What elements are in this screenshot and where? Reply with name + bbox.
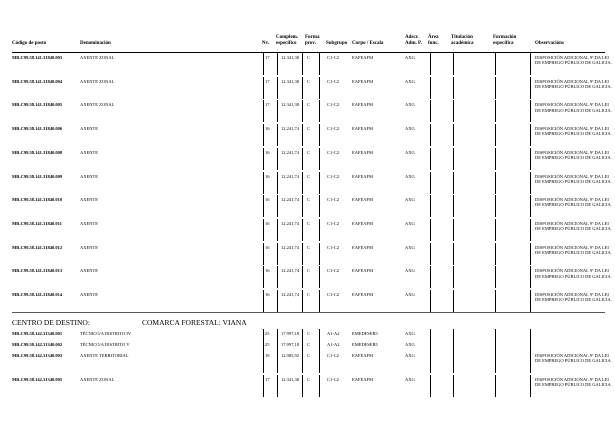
column-rule — [495, 266, 496, 288]
cell-subgrupo: A1-A2 — [327, 342, 340, 347]
column-rule — [430, 243, 431, 265]
column-rule — [319, 243, 320, 265]
cell-observacions: DISPOSICIÓN ADICIONAL 9ª DA LEI DE EMPREGO PÚBLICO DE GALICIA. — [535, 102, 612, 113]
column-rule — [302, 290, 303, 312]
cell-codigo: MR.C99.58.141.31840.005 — [12, 102, 63, 108]
column-rule — [277, 375, 278, 397]
cell-adscr: AXG — [405, 149, 415, 155]
column-rule — [302, 77, 303, 99]
column-rule — [319, 100, 320, 122]
cell-denominacion: AXENTE — [80, 197, 98, 203]
cell-observacions: DISPOSICIÓN ADICIONAL 9ª DA LEI DE EMPREGO PÚBLICO DE GALICIA. — [535, 268, 612, 279]
table-header — [0, 30, 615, 52]
cell-corpo: EAFEAFM — [352, 292, 374, 297]
cell-adscr: AXG — [405, 102, 415, 108]
column-rule — [430, 53, 431, 75]
cell-observacions: DISPOSICIÓN ADICIONAL 9ª DA LEI DE EMPREGO PÚBLICO DE GALICIA. — [535, 353, 612, 364]
header-denominacion: Denominación — [80, 41, 111, 46]
column-rule — [530, 375, 531, 397]
column-rule — [277, 243, 278, 265]
cell-complemento: 12.241,74 — [281, 197, 299, 203]
table-row — [0, 126, 615, 148]
cell-adscr: AXG — [405, 377, 415, 382]
column-rule — [530, 124, 531, 146]
cell-denominacion: AXENTE — [80, 292, 98, 297]
column-rule — [319, 195, 320, 217]
cell-complemento: 12.241,74 — [281, 292, 299, 297]
cell-corpo: EMEDFSEB5 — [352, 342, 378, 347]
column-rule — [302, 219, 303, 241]
cell-subgrupo: C1-C2 — [327, 55, 340, 60]
table-row — [0, 197, 615, 219]
cell-codigo: MR.C99.58.142.31340.002 — [12, 342, 63, 347]
column-rule — [530, 53, 531, 75]
cell-denominacion: AXENTE — [80, 173, 98, 179]
cell-complemento: 12.241,74 — [281, 244, 299, 250]
column-rule — [530, 351, 531, 373]
cell-complemento: 12.241,74 — [281, 149, 299, 155]
column-rule — [495, 53, 496, 75]
table-row — [0, 150, 615, 172]
column-rule — [319, 77, 320, 99]
section-value: COMARCA FORESTAL: VIANA — [142, 318, 247, 327]
header-nivel: Nv. — [262, 41, 270, 46]
cell-forma: C — [307, 244, 311, 250]
cell-codigo: MR.C99.58.141.31840.009 — [12, 173, 63, 179]
column-rule — [430, 100, 431, 122]
cell-nivel: 16 — [265, 220, 270, 226]
cell-adscr: AXG — [405, 126, 415, 132]
cell-complemento: 12.341,38 — [281, 377, 299, 382]
cell-codigo: MR.C99.58.141.31840.004 — [12, 78, 63, 84]
cell-complemento: 12.985,92 — [281, 353, 299, 358]
column-rule — [277, 148, 278, 170]
cell-forma: C — [307, 126, 311, 132]
column-rule — [530, 266, 531, 288]
header-forma-prov: Forma prov. — [305, 35, 320, 46]
column-rule — [302, 266, 303, 288]
cell-adscr: AXG — [405, 78, 415, 84]
cell-forma: C — [307, 220, 311, 226]
column-rule — [453, 351, 454, 373]
column-rule — [453, 266, 454, 288]
cell-complemento: 12.241,74 — [281, 126, 299, 132]
column-rule — [263, 266, 264, 288]
column-rule — [302, 100, 303, 122]
cell-forma: C — [307, 78, 311, 84]
table-row — [0, 79, 615, 101]
cell-corpo: EMEDFSEB5 — [352, 331, 378, 336]
cell-nivel: 16 — [265, 173, 270, 179]
cell-nivel: 17 — [265, 55, 270, 60]
header-divider — [12, 52, 605, 53]
cell-subgrupo: C1-C2 — [327, 292, 340, 297]
column-rule — [495, 100, 496, 122]
column-rule — [302, 375, 303, 397]
column-rule — [495, 77, 496, 99]
cell-complemento: 12.241,74 — [281, 173, 299, 179]
cell-subgrupo: C1-C2 — [327, 244, 340, 250]
cell-denominacion: AXENTE — [80, 244, 98, 250]
cell-codigo: MR.C99.58.142.31340.001 — [12, 331, 63, 336]
column-rule — [302, 351, 303, 373]
column-rule — [495, 375, 496, 397]
section-label: CENTRO DE DESTINO: — [12, 318, 90, 327]
column-rule — [277, 100, 278, 122]
column-rule — [302, 243, 303, 265]
cell-subgrupo: C1-C2 — [327, 353, 340, 358]
column-rule — [453, 243, 454, 265]
cell-adscr: AXG — [405, 220, 415, 226]
column-rule — [263, 148, 264, 170]
table-row — [0, 377, 615, 399]
cell-complemento: 12.241,74 — [281, 220, 299, 226]
table-row — [0, 102, 615, 124]
column-rule — [263, 375, 264, 397]
cell-observacions: DISPOSICIÓN ADICIONAL 9ª DA LEI DE EMPREGO PÚBLICO DE GALICIA. — [535, 55, 612, 66]
cell-corpo: EAFEAFM — [352, 220, 374, 226]
cell-codigo: MR.C99.58.141.31840.011 — [12, 220, 62, 226]
cell-nivel: 17 — [265, 78, 270, 84]
column-rule — [453, 100, 454, 122]
header-titulacion: Titulación académica — [451, 35, 474, 46]
column-rule — [530, 100, 531, 122]
column-rule — [430, 124, 431, 146]
column-rule — [530, 148, 531, 170]
section-divider — [12, 312, 605, 313]
column-rule — [319, 290, 320, 312]
cell-denominacion: AXENTE — [80, 220, 98, 226]
cell-forma: C — [307, 149, 311, 155]
column-rule — [530, 243, 531, 265]
column-rule — [277, 266, 278, 288]
cell-adscr: AXG — [405, 173, 415, 179]
cell-denominacion: AXENTE — [80, 149, 98, 155]
cell-observacions: DISPOSICIÓN ADICIONAL 9ª DA LEI DE EMPREGO PÚBLICO DE GALICIA. — [535, 149, 612, 160]
cell-nivel: 17 — [265, 377, 270, 382]
section-header — [12, 318, 247, 327]
column-rule — [453, 195, 454, 217]
cell-forma: C — [307, 102, 311, 108]
column-rule — [277, 351, 278, 373]
cell-complemento: 12.341,38 — [281, 78, 299, 84]
cell-observacions: DISPOSICIÓN ADICIONAL 9ª DA LEI DE EMPREGO PÚBLICO DE GALICIA. — [535, 173, 612, 184]
column-rule — [277, 219, 278, 241]
cell-nivel: 16 — [265, 244, 270, 250]
cell-nivel: 16 — [265, 149, 270, 155]
cell-complemento: 12.341,38 — [281, 102, 299, 108]
cell-observacions: DISPOSICIÓN ADICIONAL 9ª DA LEI DE EMPREGO PÚBLICO DE GALICIA. — [535, 377, 612, 388]
cell-codigo: MR.C99.58.141.31840.010 — [12, 197, 63, 203]
cell-codigo: MR.C99.58.141.31840.008 — [12, 149, 63, 155]
column-rule — [302, 124, 303, 146]
cell-corpo: EAFEAFM — [352, 244, 374, 250]
table-row — [0, 245, 615, 267]
column-rule — [319, 124, 320, 146]
cell-forma: C — [307, 353, 311, 358]
cell-adscr: AXG — [405, 292, 415, 297]
column-rule — [263, 172, 264, 194]
cell-observacions: DISPOSICIÓN ADICIONAL 9ª DA LEI DE EMPREGO PÚBLICO DE GALICIA. — [535, 292, 612, 303]
table-row — [0, 268, 615, 290]
cell-complemento: 12.241,74 — [281, 268, 299, 274]
header-subgrupo: Subgrupo — [326, 41, 348, 46]
column-rule — [302, 148, 303, 170]
cell-forma: C — [307, 331, 311, 336]
header-corpo: Corpo / Escala — [352, 41, 384, 46]
column-rule — [277, 290, 278, 312]
cell-nivel: 16 — [265, 268, 270, 274]
cell-forma: C — [307, 55, 311, 60]
cell-corpo: EAFEAFM — [352, 377, 374, 382]
cell-subgrupo: C1-C2 — [327, 126, 340, 132]
cell-complemento: 17.997,18 — [281, 331, 299, 336]
header-formacion: Formación específica — [493, 35, 517, 46]
column-rule — [453, 77, 454, 99]
column-rule — [453, 172, 454, 194]
column-rule — [263, 100, 264, 122]
cell-complemento: 17.997,18 — [281, 342, 299, 347]
cell-denominacion: AXENTE TERRITORIAL — [80, 353, 129, 358]
header-adscr: Adscr. Adm. P. — [405, 35, 422, 46]
cell-complemento: 12.341,38 — [281, 55, 299, 60]
cell-adscr: AXG — [405, 55, 415, 60]
column-rule — [530, 172, 531, 194]
cell-codigo: MR.C99.58.141.31840.006 — [12, 126, 63, 132]
column-rule — [530, 195, 531, 217]
cell-adscr: AXG — [405, 331, 415, 336]
header-complemento: Complem. específico — [276, 35, 299, 46]
table-row — [0, 221, 615, 243]
column-rule — [263, 195, 264, 217]
cell-forma: C — [307, 342, 311, 347]
cell-subgrupo: C1-C2 — [327, 197, 340, 203]
cell-adscr: AXG — [405, 197, 415, 203]
cell-denominacion: TÉCNICO/A DISTRITO V — [80, 342, 130, 347]
cell-observacions: DISPOSICIÓN ADICIONAL 9ª DA LEI DE EMPREGO PÚBLICO DE GALICIA. — [535, 126, 612, 137]
column-rule — [430, 77, 431, 99]
column-rule — [277, 195, 278, 217]
cell-corpo: EAFEAFM — [352, 353, 374, 358]
column-rule — [453, 375, 454, 397]
column-rule — [277, 124, 278, 146]
column-rule — [263, 290, 264, 312]
cell-denominacion: AXENTE ZONAL — [80, 377, 115, 382]
cell-denominacion: AXENTE ZONAL — [80, 102, 115, 108]
column-rule — [263, 219, 264, 241]
cell-denominacion: TÉCNICO/A DISTRITO IV — [80, 331, 132, 336]
table-row — [0, 292, 615, 314]
cell-corpo: EAFEAFM — [352, 173, 374, 179]
cell-subgrupo: A1-A2 — [327, 331, 340, 336]
column-rule — [495, 148, 496, 170]
column-rule — [319, 172, 320, 194]
column-rule — [453, 219, 454, 241]
column-rule — [277, 172, 278, 194]
column-rule — [319, 53, 320, 75]
cell-corpo: EAFEAFM — [352, 78, 374, 84]
column-rule — [530, 290, 531, 312]
cell-denominacion: AXENTE ZONAL — [80, 55, 115, 60]
column-rule — [319, 266, 320, 288]
cell-codigo: MR.C99.58.141.31840.014 — [12, 292, 63, 297]
cell-subgrupo: C1-C2 — [327, 102, 340, 108]
column-rule — [453, 124, 454, 146]
cell-denominacion: AXENTE ZONAL — [80, 78, 115, 84]
cell-codigo: MR.C99.58.141.31840.003 — [12, 55, 63, 60]
column-rule — [263, 77, 264, 99]
cell-observacions: DISPOSICIÓN ADICIONAL 9ª DA LEI DE EMPREGO PÚBLICO DE GALICIA. — [535, 197, 612, 208]
cell-nivel: 25 — [265, 331, 270, 336]
cell-adscr: AXG — [405, 353, 415, 358]
column-rule — [302, 53, 303, 75]
cell-corpo: EAFEAFM — [352, 102, 374, 108]
cell-forma: C — [307, 377, 311, 382]
column-rule — [319, 219, 320, 241]
cell-nivel: 17 — [265, 102, 270, 108]
cell-subgrupo: C1-C2 — [327, 268, 340, 274]
column-rule — [430, 148, 431, 170]
column-rule — [302, 172, 303, 194]
cell-subgrupo: C1-C2 — [327, 220, 340, 226]
cell-codigo: MR.C99.58.142.31340.005 — [12, 377, 63, 382]
cell-forma: C — [307, 173, 311, 179]
cell-nivel: 16 — [265, 292, 270, 297]
column-rule — [277, 77, 278, 99]
column-rule — [302, 195, 303, 217]
column-rule — [319, 148, 320, 170]
cell-corpo: EAFEAFM — [352, 149, 374, 155]
cell-nivel: 25 — [265, 342, 270, 347]
column-rule — [319, 351, 320, 373]
column-rule — [430, 290, 431, 312]
cell-codigo: MR.C99.58.141.31840.012 — [12, 244, 63, 250]
column-rule — [495, 351, 496, 373]
cell-subgrupo: C1-C2 — [327, 149, 340, 155]
cell-adscr: AXG — [405, 268, 415, 274]
table-row — [0, 55, 615, 77]
column-rule — [453, 290, 454, 312]
column-rule — [430, 351, 431, 373]
cell-subgrupo: C1-C2 — [327, 173, 340, 179]
cell-nivel: 19 — [265, 353, 270, 358]
header-codigo: Código de posto — [12, 41, 47, 46]
cell-forma: C — [307, 268, 311, 274]
cell-forma: C — [307, 292, 311, 297]
cell-observacions: DISPOSICIÓN ADICIONAL 9ª DA LEI DE EMPREGO PÚBLICO DE GALICIA. — [535, 78, 612, 89]
column-rule — [530, 219, 531, 241]
column-rule — [430, 195, 431, 217]
cell-denominacion: AXENTE — [80, 268, 98, 274]
column-rule — [495, 243, 496, 265]
column-rule — [495, 124, 496, 146]
cell-observacions: DISPOSICIÓN ADICIONAL 9ª DA LEI DE EMPREGO PÚBLICO DE GALICIA. — [535, 220, 612, 232]
column-rule — [495, 290, 496, 312]
cell-denominacion: AXENTE — [80, 126, 98, 132]
cell-corpo: EAFEAFM — [352, 197, 374, 203]
cell-codigo: MR.C99.58.142.31340.003 — [12, 353, 63, 358]
column-rule — [430, 219, 431, 241]
cell-nivel: 16 — [265, 197, 270, 203]
column-rule — [495, 219, 496, 241]
column-rule — [263, 243, 264, 265]
column-rule — [530, 77, 531, 99]
cell-codigo: MR.C99.58.141.31840.013 — [12, 268, 63, 274]
cell-subgrupo: C1-C2 — [327, 377, 340, 382]
column-rule — [430, 375, 431, 397]
column-rule — [430, 172, 431, 194]
cell-corpo: EAFEAFM — [352, 55, 374, 60]
column-rule — [277, 53, 278, 75]
cell-corpo: EAFEAFM — [352, 126, 374, 132]
column-rule — [495, 172, 496, 194]
column-rule — [430, 266, 431, 288]
column-rule — [263, 124, 264, 146]
column-rule — [319, 375, 320, 397]
header-area: Área func. — [428, 35, 439, 46]
cell-adscr: AXG — [405, 244, 415, 250]
header-observacions: Observacións — [535, 41, 564, 46]
cell-forma: C — [307, 197, 311, 203]
table-row — [0, 174, 615, 196]
cell-subgrupo: C1-C2 — [327, 78, 340, 84]
table-row — [0, 353, 615, 375]
cell-observacions: DISPOSICIÓN ADICIONAL 9ª DA LEI DE EMPREGO PÚBLICO DE GALICIA. — [535, 244, 612, 255]
column-rule — [453, 53, 454, 75]
column-rule — [495, 195, 496, 217]
column-rule — [263, 351, 264, 373]
cell-adscr: AXG — [405, 342, 415, 347]
cell-corpo: EAFEAFM — [352, 268, 374, 274]
column-rule — [453, 148, 454, 170]
column-rule — [263, 53, 264, 75]
cell-nivel: 16 — [265, 126, 270, 132]
